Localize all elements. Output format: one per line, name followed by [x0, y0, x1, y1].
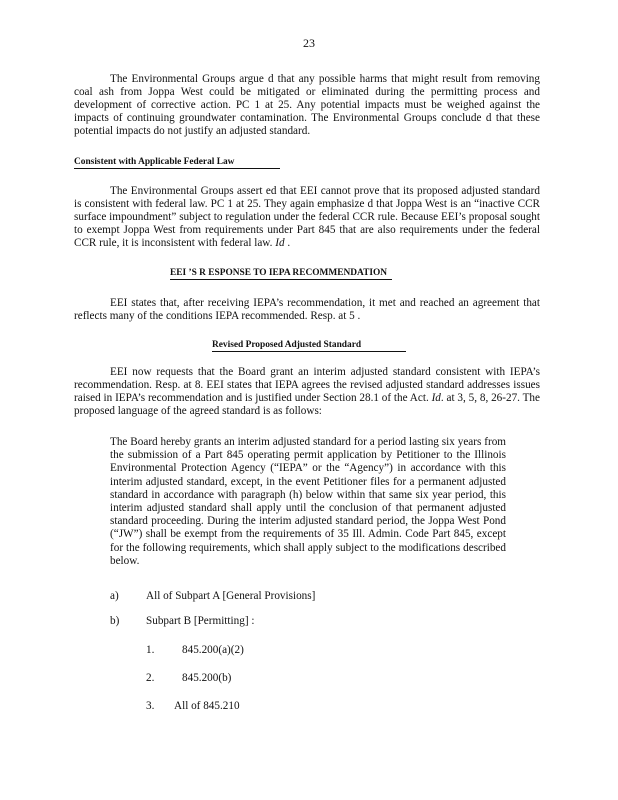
list-item-label: b) [110, 615, 120, 627]
heading-eei-response: EEI ’S R ESPONSE TO IEPA RECOMMENDATION [170, 268, 392, 280]
block-quote-proposed-language: The Board hereby grants an interim adjusted standard for a period lasting six years from the submission of a Part 845 operating permit application by Petitioner to the Illinois Environmental Protection Agency (“IEPA” or the “Agency”) in accordance with this interim adjusted standard, except, in the event Petitioner files for a permanent adjusted standard in accordance with paragraph (h) below within that same six year period, this interim adjusted standard shall apply until the conclusion of that permanent adjusted standard proceeding. During the interim adjusted standard period, the Joppa West Pond (“JW”) shall be exempt from the requirements of 35 Ill. Admin. Code Part 845, except for the following requirements, which shall apply subject to the modifications described below. [110, 436, 506, 567]
citation-id: Id [431, 391, 441, 404]
paragraph-eei-agreement: EEI states that, after receiving IEPA’s recommendation, it met and reached an agreement that reflects many of the conditions IEPA recommended. Resp. at 5 . [74, 297, 540, 322]
heading-revised-proposed-standard: Revised Proposed Adjusted Standard [212, 340, 406, 352]
sublist-item-text: 845.200(b) [182, 672, 232, 684]
paragraph-interim-text: EEI now requests that the Board grant an interim adjusted standard consistent with IEPA’s recommendation. Resp. at 8. EEI states that IEPA agrees the revised adjusted standard addresses issues raised in IEPA’s recommendation and is justified under Section 28.1 of the Act. [74, 366, 540, 404]
sublist-item-text: All of 845.210 [174, 700, 240, 712]
sublist-item-label: 2. [146, 672, 155, 684]
paragraph-federal-law-text: The Environmental Groups assert ed that EEI cannot prove that its proposed adjusted standard is consistent with federal law. PC 1 at 25. They again emphasize d that Joppa West is an “inactive CCR surface impoundment” subject to regulation under the federal CCR rule. Because EEI’s proposal sought to exempt Joppa West from requirements under Part 845 that are also requirements under the federal CCR rule, it is inconsistent with federal law. [74, 185, 540, 249]
list-item-label: a) [110, 590, 119, 602]
citation-id: Id [275, 236, 285, 249]
paragraph-interim-text-end: . at 3, 5, 8, 26-27. The proposed language of the agreed standard is as follows: [74, 391, 540, 417]
paragraph-interim-request [74, 366, 540, 418]
list-item-text: Subpart B [Permitting] : [146, 615, 255, 627]
paragraph-federal-law-argument: The Environmental Groups assert ed that EEI cannot prove that its proposed adjusted standard is consistent with federal law. PC 1 at 25. They again emphasize d that Joppa West is an “inactive CCR surface impoundment” subject to regulation under the federal CCR rule. Because EEI’s proposal sought to exempt Joppa West from requirements under Part 845 that are also requirements under the federal CCR rule, it is inconsistent with federal law. Id . [74, 185, 540, 249]
sublist-item-label: 3. [146, 700, 155, 712]
heading-consistent-federal-law: Consistent with Applicable Federal Law [74, 157, 280, 169]
sublist-item-label: 1. [146, 644, 155, 656]
page-number: 23 [303, 36, 315, 50]
paragraph-environmental-groups-harms: The Environmental Groups argue d that any possible harms that might result from removing coal ash from Joppa West could be mitigated or eliminated during the permitting process and development of corrective action. PC 1 at 25. Any potential impacts must be weighed against the impacts of continuing groundwater contamination. The Environmental Groups conclude d that these potential impacts do not justify an adjusted standard. [74, 73, 540, 137]
sublist-item-text: 845.200(a)(2) [182, 644, 244, 656]
list-item-text: All of Subpart A [General Provisions] [146, 590, 316, 602]
